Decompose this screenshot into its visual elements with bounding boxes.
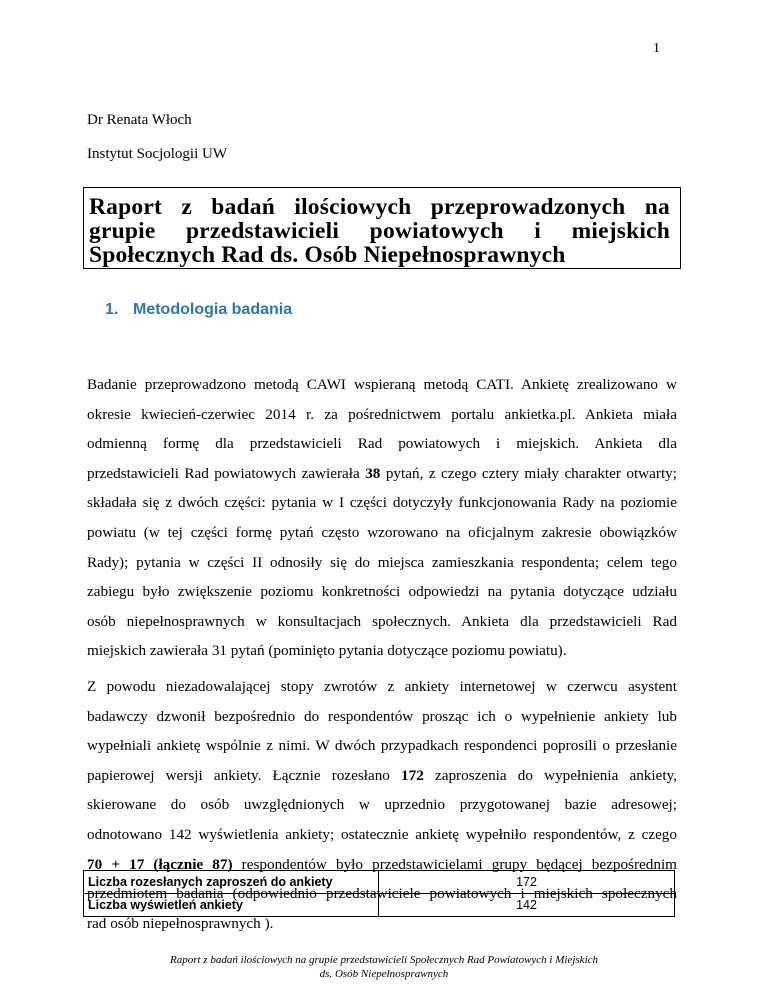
paragraph-line: Rady); pytania w części II odnosiły się do miejsca zamieszkania respondenta; celem tego: [87, 553, 677, 571]
institute-name: Instytut Socjologii UW: [87, 146, 227, 162]
paragraph-line: rad osób niepełnosprawnych ).: [87, 914, 274, 932]
report-title-line-1: Raport z badań ilościowych przeprowadzonych na: [89, 194, 670, 220]
footer-line-2: ds. Osób Niepełnosprawnych: [319, 968, 449, 980]
paragraph-line: odmienną formę dla przedstawicieli Rad powiatowych i miejskich. Ankieta dla: [87, 435, 677, 453]
paragraph-line: powiatu (w tej części formę pytań często wzorowano na oficjalnym zakresie obowiązków: [87, 523, 677, 541]
paragraph-methodology: [87, 370, 677, 666]
table-cell-value: 142: [379, 894, 675, 917]
section-heading: [105, 301, 292, 319]
text-run: papierowej wersji ankiety. Łącznie rozesłano: [87, 766, 402, 784]
author-name: Dr Renata Włoch: [87, 112, 192, 128]
section-title: Metodologia badania: [133, 301, 293, 318]
paragraph-line: zabiegu było zwiększenie poziomu konkretności odpowiedzi na pytania dotyczące udziału: [87, 583, 677, 601]
footer-line-1: Raport z badań ilościowych na grupie przedstawicieli Społecznych Rad Powiatowych i Miejskich: [169, 954, 599, 966]
paragraph-line: przedmiotem badania (odpowiednio przedstawiciele powiatowych i miejskich społecznych: [87, 885, 677, 903]
paragraph-line: osób niepełnosprawnych w konsultacjach społecznych. Ankieta dla przedstawicieli Rad: [87, 612, 677, 630]
report-title-line-2: grupie przedstawicieli powiatowych i miejskich: [89, 218, 670, 244]
text-run: przedstawicieli Rad powiatowych zawierała: [87, 464, 366, 482]
page-footer: [0, 953, 768, 981]
paragraph-line: miejskich zawierała 31 pytań (pominięto pytania dotyczące poziomu powiatu).: [87, 642, 567, 660]
table-cell-label: Liczba wyświetleń ankiety: [84, 894, 379, 917]
paragraph-line: badawczy dzwonił bezpośrednio do respondentów prosząc ich o wypełnienie ankiety lub: [87, 707, 677, 725]
text-run: respondentów było przedstawicielami grupy będącej bezpośrednim: [232, 855, 677, 873]
table-row: [84, 871, 675, 894]
table-cell-label: Liczba rozesłanych zaproszeń do ankiety: [84, 871, 379, 894]
section-number: 1.: [105, 301, 119, 318]
paragraph-line: odnotowano 142 wyświetlenia ankiety; ostatecznie ankietę wypełniło respondentów, z czego: [87, 825, 677, 843]
table-cell-value: 172: [379, 871, 675, 894]
table-row: [84, 894, 675, 917]
paragraph-line: wypełniali ankietę wspólnie z nimi. W dwóch przypadkach respondenci poprosili o przesłanie: [87, 737, 677, 755]
question-count-bold: 38: [365, 464, 381, 482]
invitation-count-bold: 172: [401, 766, 424, 784]
paragraph-line: Badanie przeprowadzono metodą CAWI wspieraną metodą CATI. Ankietę zrealizowano w: [87, 376, 677, 393]
paragraph-line: [87, 761, 677, 791]
statistics-table: [83, 870, 675, 917]
paragraph-line: okresie kwiecień-czerwiec 2014 r. za pośrednictwem portalu ankietka.pl. Ankieta miała: [87, 405, 677, 423]
respondent-count-bold: 70 + 17 (łącznie 87): [87, 855, 233, 873]
paragraph-line: [87, 459, 677, 489]
paragraph-line: Z powodu niezadowalającej stopy zwrotów z ankiety internetowej w czerwcu asystent: [87, 678, 677, 695]
text-run: zaproszenia do wypełnienia ankiety,: [423, 766, 677, 784]
report-title-line-3: Społecznych Rad ds. Osób Niepełnosprawnych: [89, 242, 566, 268]
text-run: pytań, z czego cztery miały charakter otwarty;: [380, 464, 677, 482]
paragraph-line: składała się z dwóch części: pytania w I części dotyczyły funkcjonowania Rady na poziomie: [87, 494, 677, 512]
report-title-box: [83, 187, 681, 269]
paragraph-line: skierowane do osób uwzględnionych w uprzednio przygotowanej bazie adresowej;: [87, 796, 677, 814]
page-number: 1: [653, 41, 660, 56]
